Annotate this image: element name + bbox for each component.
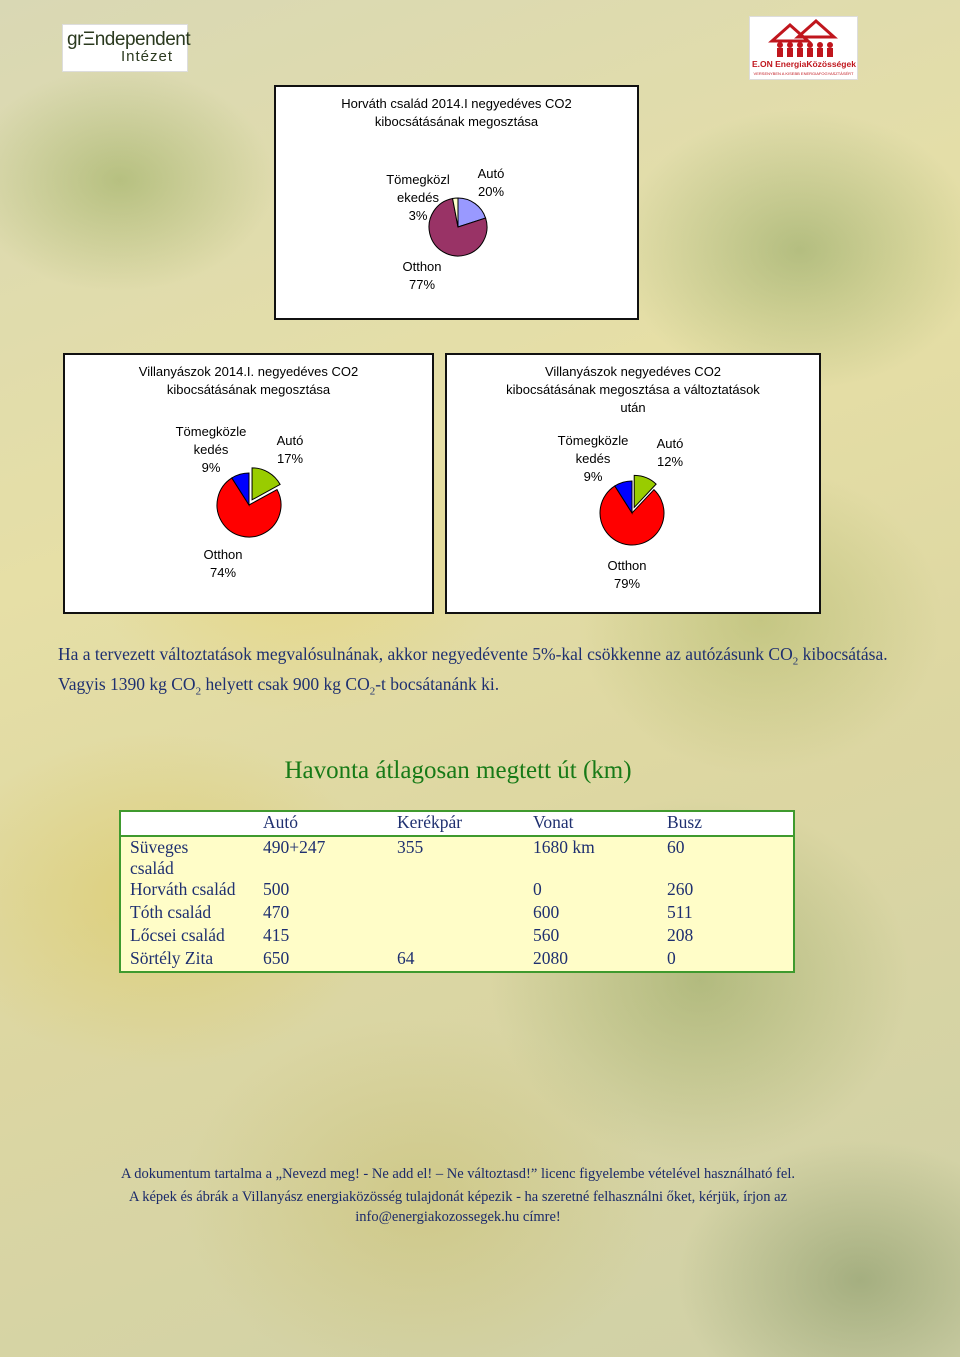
label-otthon-value: 77%: [408, 277, 436, 292]
label-otthon-value: 74%: [209, 565, 237, 580]
label-tomegkozlekedes-line1: Tömegközle: [175, 424, 247, 439]
header-auto: Autó: [263, 812, 298, 832]
table-row: [120, 836, 794, 879]
summary-text-2: kibocsátása. Vagyis 1390 kg CO: [58, 644, 888, 694]
cell-busz: 208: [667, 925, 694, 945]
cell-auto: 500: [263, 879, 290, 899]
cell-auto: 650: [263, 948, 290, 968]
chart-title-line1: Villanyászok 2014.I. negyedéves CO2: [138, 364, 359, 379]
table-header-row: [120, 811, 794, 836]
cell-busz: 511: [667, 902, 693, 922]
label-auto-value: 20%: [477, 184, 505, 199]
cell-vonat: 0: [533, 879, 542, 899]
label-auto-value: 17%: [276, 451, 304, 466]
row-name-line1: Süveges: [130, 837, 189, 857]
eon-brand-text: E.ON EnergiaKözösségek: [752, 59, 856, 69]
label-auto: Autó: [477, 166, 505, 181]
label-otthon-value: 79%: [613, 576, 641, 591]
summary-paragraph: [58, 643, 918, 702]
summary-text-1: Ha a tervezett változtatások megvalósulnának, akkor negyedévente 5%-kal csökkenne az autózásunk CO: [58, 644, 793, 664]
label-tomegkozlekedes-line1: Tömegközl: [386, 172, 450, 187]
gruendependent-logo: [62, 24, 191, 72]
eon-tagline: VERSENYBEN A KISEBB ENERGIAFOGYASZTÁSÉRT: [753, 71, 854, 76]
label-tomegkozlekedes-line1: Tömegközle: [557, 433, 629, 448]
row-name: Sörtély Zita: [130, 948, 214, 968]
logo-text-line2: Intézet: [121, 48, 174, 65]
table-row: [120, 902, 794, 925]
label-otthon: Otthon: [402, 259, 442, 274]
table-row: [120, 925, 794, 948]
cell-vonat: 600: [533, 902, 560, 922]
cell-kerekpar: 355: [397, 837, 424, 857]
chart-title-line2: kibocsátásának megosztása a változtatások: [506, 382, 760, 397]
summary-sub-2: 2: [195, 685, 202, 697]
row-name: Lőcsei család: [130, 925, 225, 945]
chart-title-line2: kibocsátásának megosztása: [374, 114, 539, 129]
chart-title-line1: Villanyászok negyedéves CO2: [544, 364, 722, 379]
label-otthon: Otthon: [203, 547, 243, 562]
label-tomegkozlekedes-value: 9%: [201, 460, 221, 475]
license-note: A dokumentum tartalma a „Nevezd meg! - Ne add el! – Ne változtasd!” licenc figyelembe vételével használható fel.: [121, 1166, 795, 1182]
label-auto-value: 12%: [656, 454, 684, 469]
header-vonat: Vonat: [533, 812, 574, 832]
row-name: Tóth család: [130, 902, 212, 922]
row-name-line2: család: [130, 858, 174, 878]
summary-text-3: helyett csak 900 kg CO: [201, 673, 370, 694]
pie-chart-horvath: [274, 85, 639, 320]
copyright-note: A képek és ábrák a Villanyász energiaközösség tulajdonát képezik - ha szeretné felhasználni őket, kérjük, írjon az: [128, 1189, 788, 1205]
table-row: [120, 879, 794, 902]
cell-busz: 0: [667, 948, 676, 968]
chart-title-line1: Horváth család 2014.I negyedéves CO2: [341, 96, 572, 111]
label-auto: Autó: [276, 433, 304, 448]
header-busz: Busz: [667, 812, 702, 832]
row-name: [120, 836, 254, 879]
pie-chart-villanyaszok: [63, 353, 434, 614]
cell-auto: 415: [263, 925, 290, 945]
summary-text-4: -t bocsátanánk ki.: [375, 673, 500, 694]
label-auto: Autó: [656, 436, 684, 451]
cell-auto: 490+247: [263, 837, 326, 857]
cell-kerekpar: [388, 902, 524, 925]
cell-busz: 60: [667, 837, 685, 857]
cell-auto: 470: [263, 902, 290, 922]
header-kerekpar: Kerékpár: [397, 812, 463, 832]
table-row: [120, 948, 794, 972]
table-title: Havonta átlagosan megtett út (km): [284, 757, 632, 784]
pie-chart-villanyaszok-utan: [445, 353, 821, 614]
cell-kerekpar: [388, 879, 524, 902]
label-otthon: Otthon: [607, 558, 647, 573]
label-tomegkozlekedes-line2: kedés: [575, 451, 611, 466]
chart-title-line2: kibocsátásának megosztása: [166, 382, 331, 397]
cell-vonat: 2080: [533, 948, 568, 968]
label-tomegkozlekedes-value: 9%: [583, 469, 603, 484]
houses-icon: [750, 17, 857, 59]
cell-kerekpar: 64: [397, 948, 415, 968]
chart-title-line3: után: [620, 400, 646, 415]
cell-vonat: 560: [533, 925, 560, 945]
summary-sub-1: 2: [792, 655, 799, 668]
cell-busz: 260: [667, 879, 694, 899]
header-cell-empty: [120, 811, 254, 836]
cell-vonat: 1680 km: [533, 837, 595, 857]
label-tomegkozlekedes-value: 3%: [408, 208, 428, 223]
eon-logo: [749, 16, 858, 80]
row-name: Horváth család: [130, 879, 236, 899]
logo-text-line1: grΞndependent: [67, 29, 191, 50]
cell-kerekpar: [388, 925, 524, 948]
label-tomegkozlekedes-line2: kedés: [193, 442, 229, 457]
summary-sub-3: 2: [369, 685, 376, 697]
distance-table: [119, 810, 795, 973]
contact-email: info@energiakozossegek.hu címre!: [355, 1209, 561, 1225]
label-tomegkozlekedes-line2: ekedés: [397, 190, 439, 205]
